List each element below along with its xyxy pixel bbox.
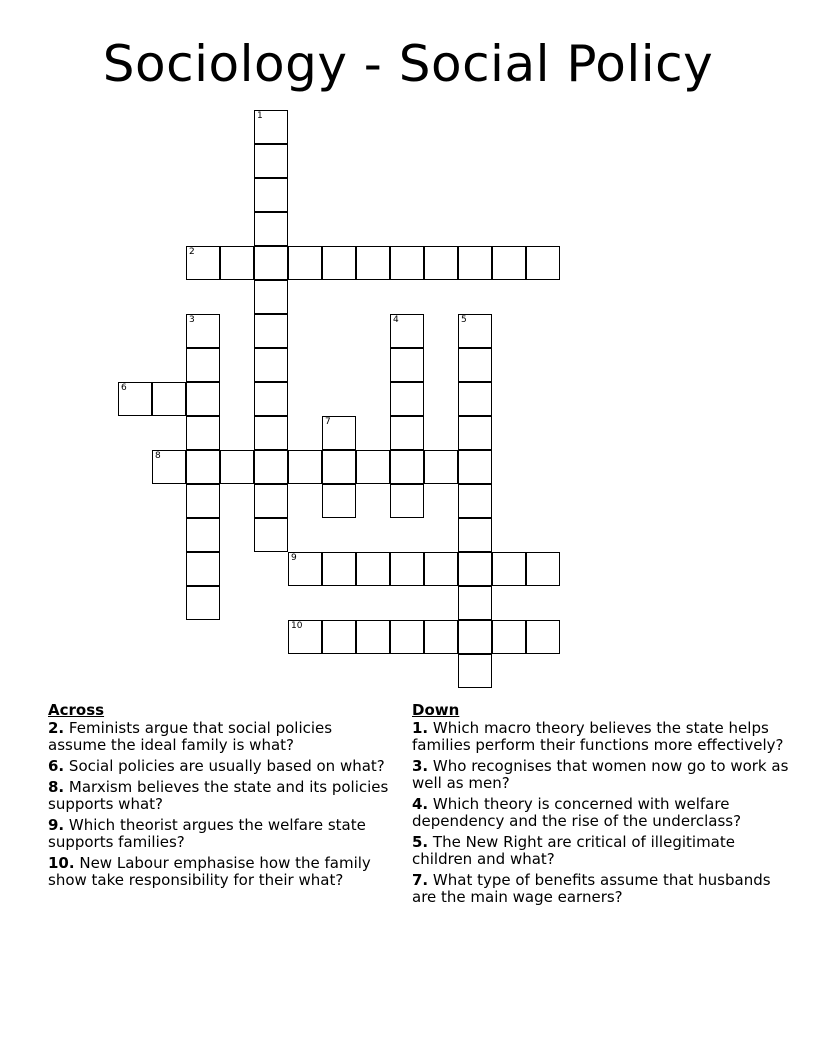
across-heading: Across — [48, 701, 105, 719]
grid-cell[interactable] — [288, 246, 322, 280]
clue-number: 10. — [48, 854, 75, 872]
grid-cell[interactable] — [458, 246, 492, 280]
grid-cell[interactable] — [186, 416, 220, 450]
grid-cell[interactable] — [492, 620, 526, 654]
clue-text: Which theory is concerned with welfare dependency and the rise of the underclass? — [412, 795, 742, 830]
grid-cell[interactable] — [458, 484, 492, 518]
cell-number: 6 — [121, 383, 127, 393]
grid-cell[interactable] — [254, 416, 288, 450]
clue-text: Social policies are usually based on what? — [68, 757, 385, 775]
grid-cell[interactable] — [458, 416, 492, 450]
grid-cell[interactable] — [186, 382, 220, 416]
grid-cell[interactable] — [186, 314, 220, 348]
grid-cell[interactable] — [186, 246, 220, 280]
grid-cell[interactable] — [254, 484, 288, 518]
grid-cell[interactable] — [458, 518, 492, 552]
down-clues — [412, 702, 792, 910]
cell-number: 7 — [325, 417, 331, 427]
grid-cell[interactable] — [288, 620, 322, 654]
grid-cell[interactable] — [254, 314, 288, 348]
across-clues — [48, 702, 393, 893]
grid-cell[interactable] — [322, 246, 356, 280]
grid-cell[interactable] — [288, 552, 322, 586]
page-title: Sociology - Social Policy — [102, 35, 714, 93]
clue-across-9 — [48, 817, 393, 851]
grid-cell[interactable] — [186, 552, 220, 586]
grid-cell[interactable] — [220, 246, 254, 280]
clue-text: Marxism believes the state and its policies supports what? — [48, 778, 389, 813]
grid-cell[interactable] — [356, 620, 390, 654]
grid-cell[interactable] — [390, 348, 424, 382]
clue-number: 4. — [412, 795, 429, 813]
clue-text: What type of benefits assume that husbands are the main wage earners? — [412, 871, 771, 906]
grid-cell[interactable] — [390, 416, 424, 450]
cell-number: 4 — [393, 315, 399, 325]
grid-cell[interactable] — [220, 450, 254, 484]
grid-cell[interactable] — [458, 314, 492, 348]
clue-text: Which macro theory believes the state helps families perform their functions more effectively? — [412, 719, 784, 754]
grid-cell[interactable] — [186, 348, 220, 382]
clue-text: Which theorist argues the welfare state supports families? — [48, 816, 366, 851]
clue-down-1 — [412, 720, 792, 754]
grid-cell[interactable] — [186, 484, 220, 518]
grid-cell[interactable] — [186, 586, 220, 620]
grid-cell[interactable] — [254, 518, 288, 552]
clue-number: 8. — [48, 778, 65, 796]
grid-cell[interactable] — [458, 620, 492, 654]
grid-cell[interactable] — [254, 110, 288, 144]
across-list — [48, 720, 393, 889]
clue-number: 5. — [412, 833, 429, 851]
grid-cell[interactable] — [254, 144, 288, 178]
grid-cell[interactable] — [390, 246, 424, 280]
cell-number: 9 — [291, 553, 297, 563]
grid-cell[interactable] — [526, 246, 560, 280]
grid-cell[interactable] — [356, 450, 390, 484]
grid-cell[interactable] — [458, 552, 492, 586]
cell-number: 2 — [189, 247, 195, 257]
clue-down-5 — [412, 834, 792, 868]
grid-cell[interactable] — [390, 484, 424, 518]
clue-down-4 — [412, 796, 792, 830]
grid-cell[interactable] — [254, 178, 288, 212]
grid-cell[interactable] — [526, 620, 560, 654]
grid-cell[interactable] — [254, 246, 288, 280]
clue-across-2 — [48, 720, 393, 754]
grid-cell[interactable] — [424, 246, 458, 280]
grid-cell[interactable] — [356, 246, 390, 280]
grid-cell[interactable] — [322, 450, 356, 484]
grid-cell[interactable] — [458, 348, 492, 382]
clue-number: 9. — [48, 816, 65, 834]
clue-number: 6. — [48, 757, 65, 775]
grid-cell[interactable] — [152, 450, 186, 484]
grid-cell[interactable] — [186, 518, 220, 552]
down-heading: Down — [412, 701, 460, 719]
clue-number: 3. — [412, 757, 429, 775]
grid-cell[interactable] — [458, 450, 492, 484]
grid-cell[interactable] — [390, 450, 424, 484]
grid-cell[interactable] — [458, 586, 492, 620]
clue-across-8 — [48, 779, 393, 813]
clue-text: Who recognises that women now go to work as well as men? — [412, 757, 789, 792]
grid-cell[interactable] — [390, 314, 424, 348]
cell-number: 3 — [189, 315, 195, 325]
grid-cell[interactable] — [254, 382, 288, 416]
grid-cell[interactable] — [492, 552, 526, 586]
cell-number: 1 — [257, 111, 263, 121]
grid-cell[interactable] — [118, 382, 152, 416]
clue-number: 2. — [48, 719, 65, 737]
grid-cell[interactable] — [322, 552, 356, 586]
grid-cell[interactable] — [254, 212, 288, 246]
grid-cell[interactable] — [322, 416, 356, 450]
grid-cell[interactable] — [492, 246, 526, 280]
grid-cell[interactable] — [356, 552, 390, 586]
grid-cell[interactable] — [186, 450, 220, 484]
grid-cell[interactable] — [254, 280, 288, 314]
cell-number: 8 — [155, 451, 161, 461]
grid-cell[interactable] — [322, 484, 356, 518]
grid-cell[interactable] — [254, 450, 288, 484]
clue-down-7 — [412, 872, 792, 906]
grid-cell[interactable] — [424, 620, 458, 654]
grid-cell[interactable] — [152, 382, 186, 416]
cell-number: 5 — [461, 315, 467, 325]
clue-text: The New Right are critical of illegitimate children and what? — [412, 833, 735, 868]
clue-across-10 — [48, 855, 393, 889]
clue-text: Feminists argue that social policies assume the ideal family is what? — [48, 719, 333, 754]
down-list — [412, 720, 792, 906]
grid-cell[interactable] — [458, 382, 492, 416]
grid-cell[interactable] — [254, 348, 288, 382]
grid-cell[interactable] — [390, 552, 424, 586]
grid-cell[interactable] — [390, 382, 424, 416]
grid-cell[interactable] — [322, 620, 356, 654]
cell-number: 10 — [291, 621, 303, 631]
clue-number: 7. — [412, 871, 429, 889]
grid-cell[interactable] — [424, 450, 458, 484]
clue-text: New Labour emphasise how the family show take responsibility for their what? — [48, 854, 371, 889]
clue-across-6 — [48, 758, 393, 775]
grid-cell[interactable] — [526, 552, 560, 586]
clue-down-3 — [412, 758, 792, 792]
grid-cell[interactable] — [424, 552, 458, 586]
grid-cell[interactable] — [390, 620, 424, 654]
grid-cell[interactable] — [458, 654, 492, 688]
grid-cell[interactable] — [288, 450, 322, 484]
clue-number: 1. — [412, 719, 429, 737]
